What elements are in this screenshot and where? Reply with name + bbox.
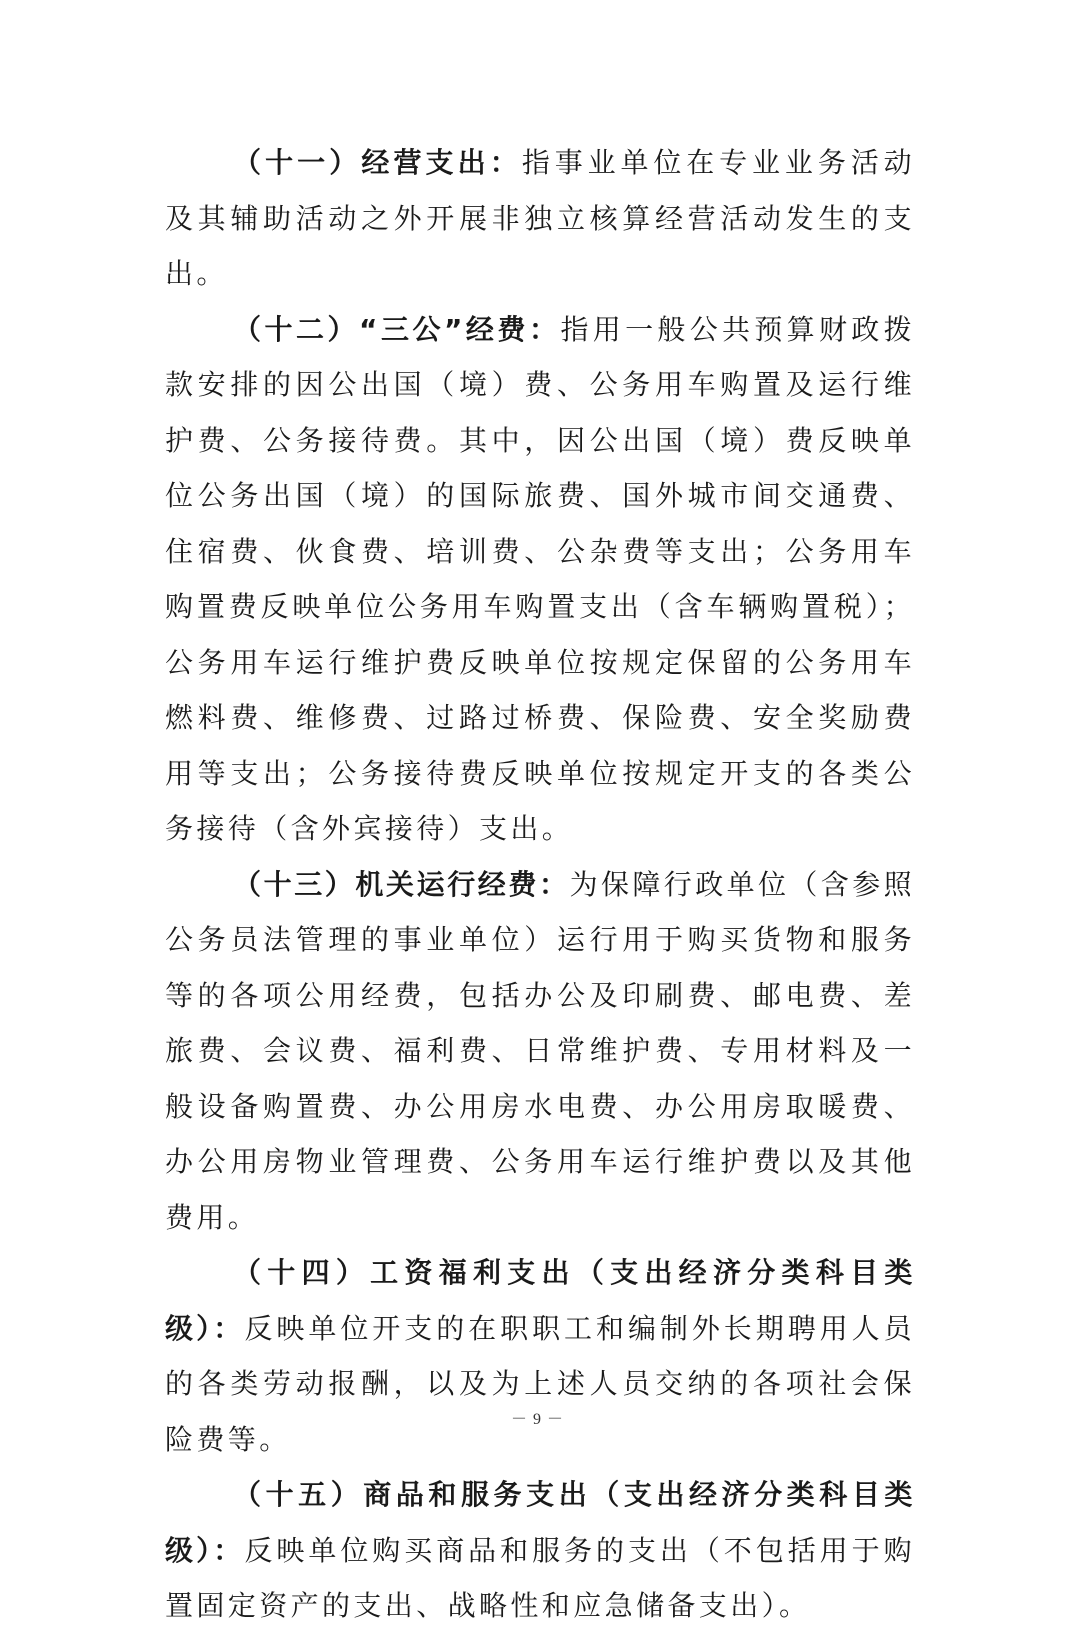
term-heading: （十三）机关运行经费： [233,867,570,901]
paragraph-text: 为保障行政单位（含参照公务员法管理的事业单位）运行用于购买货物和服务等的各项公用经费，包括办公及印刷费、邮电费、差旅费、会议费、福利费、日常维护费、专用材料及一般设备购置费、办公用房水电费、办公用房取暖费、办公用房物业管理费、公务用车运行维护费以及其他费用。 [165,867,916,1234]
paragraph-goods-services [165,1467,915,1634]
paragraph-text: 指用一般公共预算财政拨款安排的因公出国（境）费、公务用车购置及运行维护费、公务接待费。其中，因公出国（境）费反映单位公务出国（境）的国际旅费、国外城市间交通费、住宿费、伙食费、培训费、公杂费等支出；公务用车购置费反映单位公务用车购置支出（含车辆购置税）；公务用车运行维护费反映单位按规定保留的公务用车燃料费、维修费、过路过桥费、保险费、安全奖励费用等支出；公务接待费反映单位按规定开支的各类公务接待（含外宾接待）支出。 [165,312,916,845]
paragraph-text: 反映单位购买商品和服务的支出（不包括用于购置固定资产的支出、战略性和应急储备支出）。 [165,1533,915,1622]
term-heading: （十二）“三公”经费： [233,312,561,346]
paragraph-text: 反映单位开支的在职职工和编制外长期聘用人员的各类劳动报酬，以及为上述人员交纳的各项社会保险费等。 [165,1311,915,1456]
page-number: － 9 － [510,1411,564,1428]
paragraph-three-public-expenses [165,302,915,857]
term-heading: （十五）商品和服务支出（支出经济分类科目类级）： [165,1478,915,1567]
paragraph-business-expenditure [165,135,915,302]
paragraph-agency-operating-expenses [165,857,915,1246]
paragraph-wages-welfare [165,1245,915,1467]
term-heading: （十四）工资福利支出（支出经济分类科目类级）： [165,1256,915,1345]
paragraph-text: 指事业单位在专业业务活动及其辅助活动之外开展非独立核算经营活动发生的支出。 [165,146,915,290]
term-heading: （十一）经营支出： [233,146,522,179]
